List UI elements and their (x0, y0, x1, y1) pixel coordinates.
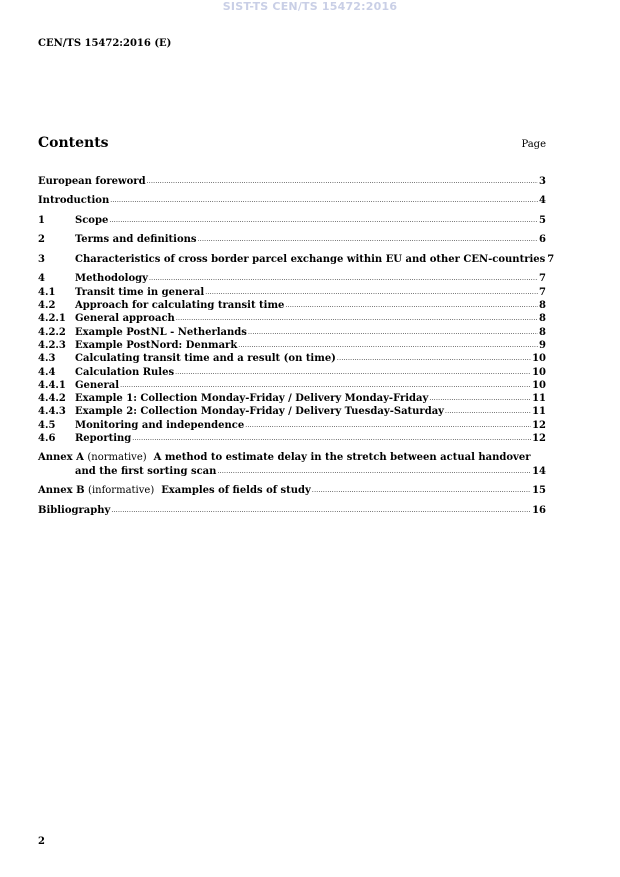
toc-entry-page: 10 (532, 379, 546, 391)
toc-entry-number: 4.4.1 (38, 379, 66, 391)
watermark: SIST-TS CEN/TS 15472:2016 (222, 0, 398, 13)
toc-entry-title: Bibliography (38, 504, 111, 516)
leader-dots (176, 312, 538, 325)
leader-dots (445, 405, 531, 418)
toc-entry-4-2-3[interactable] (38, 339, 546, 352)
leader-dots (429, 392, 531, 405)
toc-entry-page: 8 (539, 326, 546, 338)
toc-entry-title: Calculating transit time and a result (on time) (75, 353, 336, 365)
toc-entry-page: 4 (539, 195, 546, 207)
leader-dots (217, 465, 531, 478)
toc-entry-title: Approach for calculating transit time (75, 300, 285, 312)
toc-entry-page: 7 (547, 253, 555, 265)
toc-entry-number: 4.2 (38, 300, 56, 312)
toc-entry-number: 4.4.3 (38, 406, 66, 418)
toc-entry-number: 4.2.1 (38, 313, 66, 325)
page-column-label: Page (521, 139, 546, 150)
toc-entry-title: Example PostNL - Netherlands (75, 326, 247, 338)
toc-entry-number: 2 (38, 234, 45, 246)
toc-entry-page: 15 (532, 485, 546, 497)
annex-title-line2: and the first sorting scan (75, 465, 217, 477)
toc-entry-title: Calculation Rules (75, 366, 175, 378)
toc-entry-number: 4.5 (38, 419, 56, 431)
toc-entry-page: 12 (532, 419, 546, 431)
toc-entry-number: 4.4.2 (38, 393, 66, 405)
toc-entry-4-6[interactable] (38, 432, 546, 445)
toc-entry-4-4-3[interactable] (38, 405, 546, 418)
leader-dots (238, 339, 538, 352)
toc-entry-number: 4.2.3 (38, 339, 66, 351)
toc-entry-number: 4.1 (38, 286, 56, 298)
toc-entry-title: Transit time in general (75, 286, 205, 298)
toc-entry-page: 7 (539, 286, 546, 298)
leader-dots (245, 419, 531, 432)
leader-dots (109, 214, 538, 227)
toc-entry-4-2-2[interactable] (38, 326, 546, 339)
toc-entry-number: 1 (38, 214, 45, 226)
toc-entry-annex-a[interactable] (38, 451, 546, 478)
toc-entry-page: 5 (539, 214, 546, 226)
leader-dots (149, 272, 538, 285)
toc-entry-page: 9 (539, 339, 546, 351)
toc-entry-page: 10 (532, 353, 546, 365)
toc-entry-page: 16 (532, 504, 546, 516)
toc-entry-page: 11 (532, 406, 546, 418)
toc-entry-page: 11 (532, 393, 546, 405)
toc-entry-number: 4 (38, 273, 45, 285)
annex-label: Annex A (38, 452, 84, 464)
toc-entry-4-1[interactable] (38, 286, 546, 299)
page-number: 2 (38, 836, 45, 847)
toc-entry-page: 6 (539, 234, 546, 246)
annex-a-second-line (38, 465, 546, 478)
leader-dots (110, 194, 538, 207)
toc-entry-scope[interactable] (38, 214, 546, 227)
toc-entry-characteristics[interactable] (38, 253, 555, 266)
leader-dots (198, 233, 539, 246)
toc-entry-page: 8 (539, 300, 546, 312)
toc-entry-foreword[interactable] (38, 175, 546, 188)
contents-title: Contents (38, 135, 109, 151)
annex-label: Annex B (38, 485, 85, 497)
toc-entry-number: 3 (38, 253, 45, 265)
toc-entry-bibliography[interactable] (38, 504, 546, 517)
toc-entry-number: 4.2.2 (38, 326, 66, 338)
toc-entry-4-4-2[interactable] (38, 392, 546, 405)
toc-entry-4-2-1[interactable] (38, 312, 546, 325)
toc-entry-title: Monitoring and independence (75, 419, 245, 431)
leader-dots (175, 366, 531, 379)
toc-entry-4-2[interactable] (38, 299, 546, 312)
leader-dots (132, 432, 531, 445)
toc-entry-annex-b[interactable] (38, 484, 546, 497)
toc-entry-number: 4.4 (38, 366, 56, 378)
toc-entry-title: Characteristics of cross border parcel exchange within EU and other CEN-countries (75, 253, 546, 265)
leader-dots (312, 484, 531, 497)
annex-a-first-line (38, 451, 546, 464)
toc-entry-title: Scope (75, 214, 109, 226)
toc-entry-title (38, 484, 311, 497)
toc-entry-title: Example 2: Collection Monday-Friday / Delivery Tuesday-Saturday (75, 406, 444, 418)
table-of-contents (38, 175, 555, 517)
toc-entry-title: Terms and definitions (75, 234, 197, 246)
toc-entry-terms[interactable] (38, 233, 546, 246)
document-id: CEN/TS 15472:2016 (E) (38, 38, 172, 49)
leader-dots (337, 352, 531, 365)
leader-dots (111, 504, 531, 517)
toc-entry-title: Example PostNord: Denmark (75, 339, 238, 351)
annex-type: (informative) (88, 485, 155, 497)
toc-entry-page: 12 (532, 432, 546, 444)
annex-title: Examples of fields of study (161, 485, 311, 497)
toc-entry-page: 10 (532, 366, 546, 378)
annex-title-line1: A method to estimate delay in the stretch between actual handover (153, 452, 531, 464)
toc-entry-title: Introduction (38, 195, 110, 207)
toc-entry-4-4-1[interactable] (38, 379, 546, 392)
toc-entry-title: European foreword (38, 176, 146, 187)
toc-entry-page: 3 (539, 176, 546, 187)
toc-entry-number: 4.6 (38, 432, 56, 444)
toc-entry-number: 4.3 (38, 353, 56, 365)
toc-entry-page: 14 (532, 465, 546, 477)
toc-entry-4-3[interactable] (38, 352, 546, 365)
leader-dots (285, 299, 538, 312)
toc-entry-title: Methodology (75, 273, 148, 285)
leader-dots (248, 326, 538, 339)
leader-dots (120, 379, 531, 392)
toc-entry-introduction[interactable] (38, 194, 546, 207)
toc-entry-4-5[interactable] (38, 419, 546, 432)
leader-dots (147, 175, 538, 188)
toc-entry-4-4[interactable] (38, 366, 546, 379)
annex-type: (normative) (87, 452, 147, 464)
toc-entry-page: 7 (539, 273, 546, 285)
toc-entry-methodology[interactable] (38, 272, 546, 285)
toc-entry-title: Example 1: Collection Monday-Friday / Delivery Monday-Friday (75, 393, 429, 405)
toc-entry-title: General (75, 379, 120, 391)
leader-dots (205, 286, 538, 299)
toc-entry-title: Reporting (75, 432, 132, 444)
toc-entry-title: General approach (75, 313, 175, 325)
toc-entry-page: 8 (539, 313, 546, 325)
